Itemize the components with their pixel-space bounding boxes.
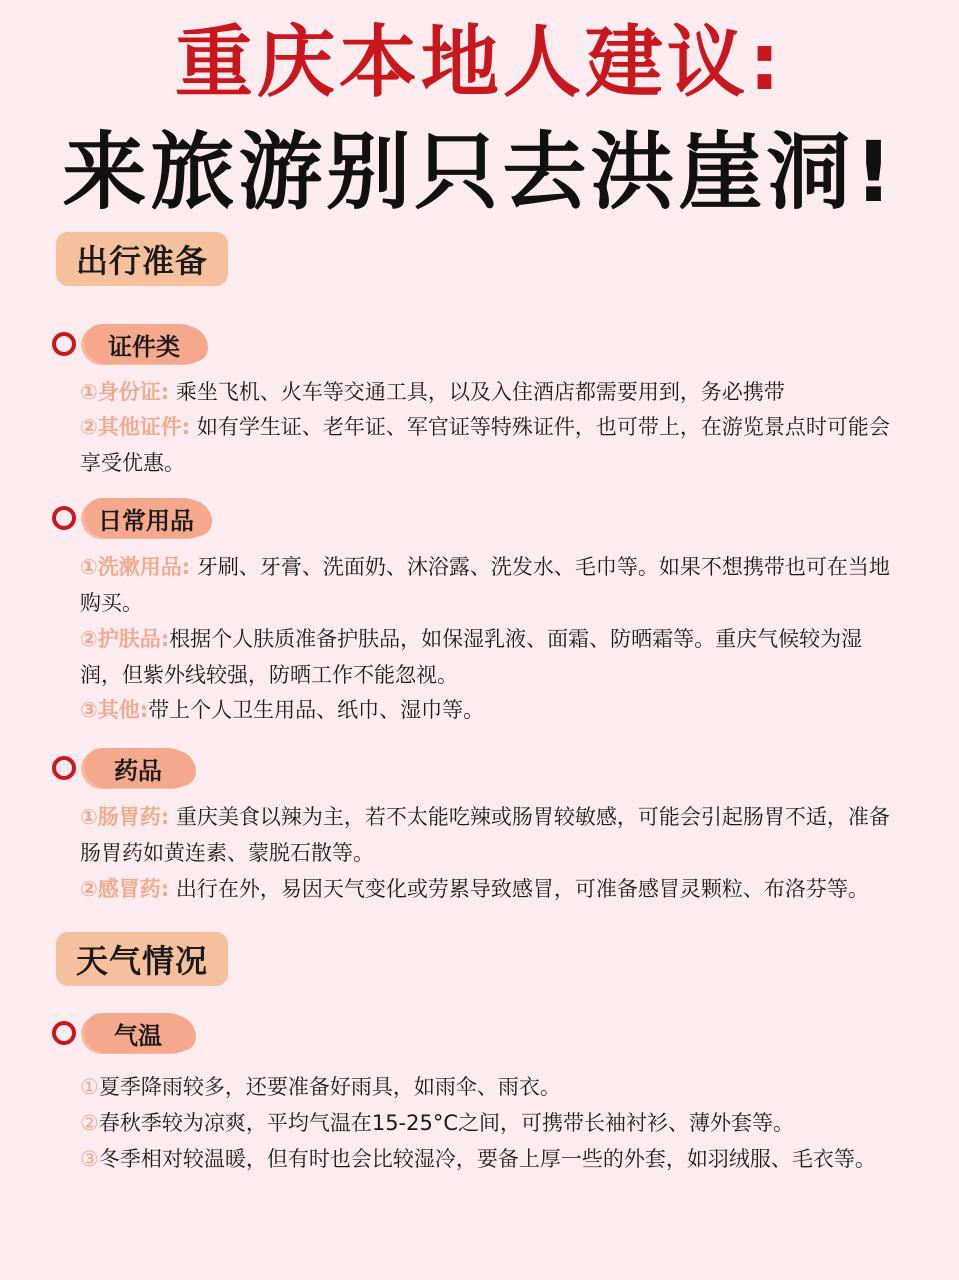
- subheading-label: 药品: [84, 748, 192, 788]
- item-label: ③其他:: [80, 698, 149, 722]
- item-label: ②护肤品:: [80, 627, 170, 651]
- list-item: [80, 799, 900, 871]
- item-label: ②其他证件:: [80, 415, 191, 439]
- item-label: ②: [80, 1111, 99, 1135]
- circle-bullet-icon: [52, 332, 76, 356]
- title-line-2: 来旅游别只去洪崖洞!: [62, 123, 897, 221]
- list-item: [80, 409, 900, 481]
- section-heading-weather: 天气情况: [56, 932, 228, 986]
- item-text: 带上个人卫生用品、纸巾、湿巾等。: [148, 698, 485, 722]
- subheading-documents: [52, 322, 204, 366]
- item-label: ②感冒药:: [80, 877, 170, 901]
- item-label: ①身份证:: [80, 380, 170, 404]
- list-item: [80, 1105, 900, 1141]
- item-label: ①洗漱用品:: [80, 555, 191, 579]
- item-text: 春秋季较为凉爽，平均气温在15-25°C之间，可携带长袖衬衫、薄外套等。: [98, 1111, 795, 1135]
- circle-bullet-icon: [52, 756, 76, 780]
- item-text: 牙刷、牙膏、洗面奶、沐浴露、洗发水、毛巾等。如果不想携带也可在当地购买。: [80, 555, 890, 615]
- list-item: [80, 871, 900, 907]
- circle-bullet-icon: [52, 506, 76, 530]
- item-text: 出行在外，易因天气变化或劳累导致感冒，可准备感冒灵颗粒、布洛芬等。: [169, 877, 869, 901]
- item-text: 夏季降雨较多，还要准备好雨具，如雨伞、雨衣。: [98, 1075, 561, 1099]
- item-text: 乘坐飞机、火车等交通工具，以及入住酒店都需要用到，务必携带: [169, 380, 785, 404]
- item-text: 根据个人肤质准备护肤品，如保湿乳液、面霜、防晒霜等。重庆气候较为湿润，但紫外线较强，防晒工作不能忽视。: [80, 627, 863, 687]
- subheading-label: 气温: [84, 1013, 192, 1053]
- list-item: [80, 621, 900, 693]
- list-item: [80, 692, 900, 728]
- list-item: [80, 374, 900, 410]
- subheading-temperature: [52, 1011, 192, 1055]
- section-heading-travel-prep: 出行准备: [56, 232, 228, 286]
- item-label: ①肠胃药:: [80, 805, 170, 829]
- title-line-1: 重庆本地人建议:: [174, 18, 785, 108]
- list-item: [80, 1069, 900, 1105]
- item-label: ③: [80, 1147, 99, 1171]
- subheading-label: 日常用品: [84, 498, 208, 538]
- subheading-daily-items: [52, 496, 208, 540]
- item-label: ①: [80, 1075, 99, 1099]
- circle-bullet-icon: [52, 1021, 76, 1045]
- item-text: 如有学生证、老年证、军官证等特殊证件，也可带上，在游览景点时可能会享受优惠。: [80, 415, 890, 475]
- item-text: 冬季相对较温暖，但有时也会比较湿冷，要备上厚一些的外套，如羽绒服、毛衣等。: [98, 1147, 876, 1171]
- list-item: [80, 549, 900, 621]
- item-text: 重庆美食以辣为主，若不太能吃辣或肠胃较敏感，可能会引起肠胃不适，准备肠胃药如黄连素、蒙脱石散等。: [80, 805, 890, 865]
- subheading-label: 证件类: [84, 324, 204, 364]
- subheading-medicine: [52, 746, 192, 790]
- list-item: [80, 1141, 900, 1177]
